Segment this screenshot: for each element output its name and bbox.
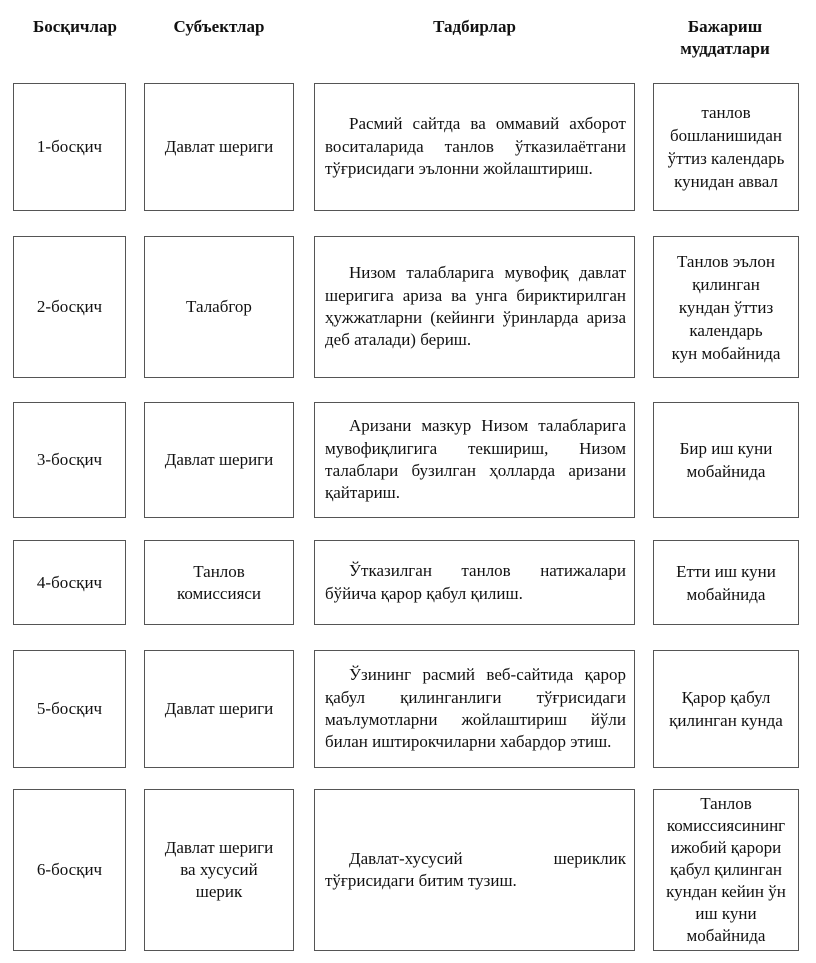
subject-label xyxy=(159,136,280,158)
measure-box-2 xyxy=(314,236,635,378)
deadline-line: кун мобайнида xyxy=(671,343,781,363)
deadline-box-4 xyxy=(653,540,799,625)
subject-label xyxy=(180,296,258,318)
subject-label xyxy=(159,837,280,903)
deadline-text xyxy=(665,686,787,732)
subject-label xyxy=(159,449,280,471)
deadline-text xyxy=(668,250,785,365)
deadline-line: Етти иш куни xyxy=(676,561,776,581)
stage-box-2 xyxy=(13,236,126,378)
subject-line: Давлат шериги xyxy=(164,137,274,156)
measure-paragraph: Ўзининг расмий веб-сайтида қарор қабул қилинганлиги тўғрисидаги маълумотларни жойлаштириш йўли билан иштирокчиларни хабардор этиш. xyxy=(325,665,626,752)
measure-text xyxy=(315,664,634,754)
deadline-line: комиссиясининг xyxy=(666,816,786,835)
subject-line: комиссияси xyxy=(176,583,262,603)
deadline-line: қабул қилинган xyxy=(670,860,782,879)
measure-paragraph: Ўтказилган танлов натижалари бўйича қарор қабул қилиш. xyxy=(325,561,626,603)
measure-paragraph: Аризани мазкур Низом талабларига мувофиқлигига текшириш, Низом талаблари бузилган ҳолларда аризани қайтариш. xyxy=(325,416,626,503)
deadline-line: кундан кейин ўн xyxy=(666,882,786,901)
subject-box-6 xyxy=(144,789,294,951)
measure-text xyxy=(315,560,634,605)
stage-label: 6-босқич xyxy=(36,860,103,879)
subject-line: Давлат шериги xyxy=(164,699,274,718)
stage-label: 1-босқич xyxy=(36,137,103,156)
deadline-line: Танлов эълон xyxy=(676,251,776,271)
subject-box-5 xyxy=(144,650,294,768)
stage-label: 2-босқич xyxy=(36,297,103,316)
stage-box-5 xyxy=(13,650,126,768)
deadline-line: мобайнида xyxy=(686,462,766,481)
deadline-line: мобайнида xyxy=(686,584,766,604)
deadline-box-3 xyxy=(653,402,799,518)
measure-text xyxy=(315,415,634,505)
measure-paragraph: Давлат-хусусий шериклик тўғрисидаги битим тузиш. xyxy=(325,848,626,890)
deadline-box-1 xyxy=(653,83,799,211)
deadline-line: иш куни xyxy=(695,904,757,923)
header-deadlines-line1: Бажариш xyxy=(687,17,763,36)
deadline-line: Бир иш куни xyxy=(679,439,773,458)
deadline-text xyxy=(662,793,790,947)
subject-line: Талабгор xyxy=(186,297,252,316)
deadline-line: бошланишидан xyxy=(670,126,782,145)
subject-box-3 xyxy=(144,402,294,518)
stage-box-4 xyxy=(13,540,126,625)
measure-box-1 xyxy=(314,83,635,211)
deadline-box-6 xyxy=(653,789,799,951)
stage-box-1 xyxy=(13,83,126,211)
subject-line: ва хусусий xyxy=(180,860,258,879)
subject-box-2 xyxy=(144,236,294,378)
measure-paragraph: Расмий сайтда ва оммавий ахборот воситаларида танлов ўтказилаётгани тўғрисидаги эълонни жойлаштириш. xyxy=(325,114,626,179)
deadline-text xyxy=(672,560,780,606)
subject-label xyxy=(159,698,280,720)
measure-box-4 xyxy=(314,540,635,625)
measure-text xyxy=(315,848,634,893)
deadline-line: кунидан аввал xyxy=(674,172,778,191)
stage-label: 5-босқич xyxy=(36,699,103,718)
subject-line: шерик xyxy=(195,882,243,901)
stage-box-6 xyxy=(13,789,126,951)
deadline-line: қилинган кунда xyxy=(669,711,783,730)
subject-label xyxy=(171,561,267,605)
deadline-line: ўттиз календарь xyxy=(667,149,785,168)
deadline-text xyxy=(676,437,777,483)
measure-box-3 xyxy=(314,402,635,518)
measure-text xyxy=(315,262,634,352)
deadline-box-2 xyxy=(653,236,799,378)
header-deadlines xyxy=(645,16,805,60)
header-measures: Тадбирлар xyxy=(433,17,516,36)
header-deadlines-line2: муддатлари xyxy=(680,39,770,58)
deadline-line: Қарор қабул xyxy=(681,688,771,707)
subject-line: Давлат шериги xyxy=(164,838,274,857)
stage-label: 4-босқич xyxy=(36,572,103,592)
measure-text xyxy=(315,113,634,180)
deadline-text xyxy=(664,101,789,193)
measure-box-5 xyxy=(314,650,635,768)
deadline-line: Танлов xyxy=(700,794,752,813)
header-subjects: Субъектлар xyxy=(173,17,265,36)
deadline-line: қилинган xyxy=(692,274,760,294)
deadline-line: ижобий қарори xyxy=(670,838,782,857)
deadline-line: мобайнида xyxy=(686,926,766,945)
measure-box-6 xyxy=(314,789,635,951)
deadline-line: кундан ўттиз xyxy=(678,297,774,317)
measure-paragraph: Низом талабларига мувофиқ давлат шеригига ариза ва унга бириктирилган ҳужжатларни (кейинги ўринларда ариза деб аталади) бериш. xyxy=(325,263,626,350)
header-stages: Босқичлар xyxy=(33,17,117,36)
deadline-line: календарь xyxy=(689,320,763,340)
subject-box-4 xyxy=(144,540,294,625)
subject-line: Танлов xyxy=(193,561,245,581)
stage-label: 3-босқич xyxy=(36,450,103,469)
deadline-line: танлов xyxy=(701,103,751,122)
deadline-box-5 xyxy=(653,650,799,768)
subject-line: Давлат шериги xyxy=(164,450,274,469)
stage-box-3 xyxy=(13,402,126,518)
subject-box-1 xyxy=(144,83,294,211)
